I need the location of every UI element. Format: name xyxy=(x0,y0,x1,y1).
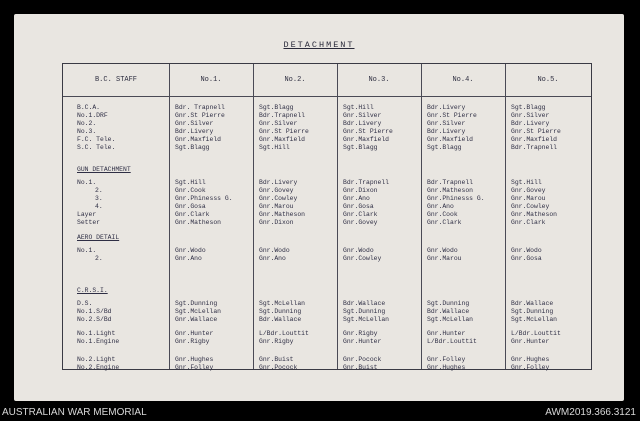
assignment-cell xyxy=(427,247,462,263)
assigned-name: Sgt.McLellan xyxy=(259,300,306,307)
assigned-name: Gnr.Silver xyxy=(511,112,550,119)
assigned-name: Gnr.Silver xyxy=(343,112,382,119)
column-divider xyxy=(169,64,170,369)
assigned-name: Gnr.St Pierre xyxy=(175,112,225,119)
assignment-cell xyxy=(511,356,549,372)
assigned-name: Bdr. Trapnell xyxy=(175,104,225,111)
assignment-cell xyxy=(511,247,542,263)
assigned-name: Gnr.Phinesss G. xyxy=(427,195,485,202)
assigned-name: Bdr.Trapnell xyxy=(511,144,558,151)
assigned-name: Sgt.Dunning xyxy=(511,308,554,315)
assigned-name: Gnr.Hunter xyxy=(427,330,466,337)
header-divider xyxy=(63,96,591,97)
assigned-name: Gnr.Marou xyxy=(511,195,546,202)
assigned-name: Gnr.Hunter xyxy=(343,338,382,345)
role-label: 2. xyxy=(95,187,103,194)
assigned-name: Gnr.Rigby xyxy=(259,338,294,345)
assigned-name: Sgt.McLellan xyxy=(511,316,558,323)
assignment-cell xyxy=(343,356,381,372)
column-divider xyxy=(505,64,506,369)
assigned-name: Gnr.Ano xyxy=(259,255,286,262)
assigned-name: Sgt.Blagg xyxy=(259,104,294,111)
role-label: D.S. xyxy=(77,300,93,307)
assignment-cell xyxy=(343,247,381,263)
assigned-name: Bdr.Livery xyxy=(259,179,298,186)
assignment-cell xyxy=(427,330,477,346)
role-label: No.1. xyxy=(77,179,97,186)
role-label: No.1.Engine xyxy=(77,338,120,345)
assigned-name: Bdr.Wallace xyxy=(343,300,386,307)
role-labels xyxy=(77,356,119,372)
assigned-name: Gnr.Wodo xyxy=(511,247,542,254)
assignment-cell xyxy=(427,179,485,227)
section-heading: AERO DETAIL xyxy=(77,234,120,241)
header-bc-staff: B.C. STAFF xyxy=(94,76,137,84)
column-divider xyxy=(337,64,338,369)
role-label: 2. xyxy=(95,255,103,262)
assigned-name: Bdr.Livery xyxy=(427,104,466,111)
assignment-cell xyxy=(343,104,393,152)
assignment-cell xyxy=(427,356,465,372)
footer-accession-number: AWM2019.366.3121 xyxy=(545,407,636,418)
assigned-name: Gnr.Matheson xyxy=(511,211,558,218)
assignment-cell xyxy=(259,104,309,152)
assigned-name: Sgt.Blagg xyxy=(427,144,462,151)
assigned-name: Gnr.Gosa xyxy=(343,203,374,210)
header-no-2: No.2. xyxy=(284,76,306,84)
assigned-name: Sgt.Dunning xyxy=(427,300,470,307)
document-title: DETACHMENT xyxy=(283,40,355,50)
assigned-name: Gnr.Maxfield xyxy=(343,136,390,143)
role-label: No.3. xyxy=(77,128,97,135)
header-no-5: No.5. xyxy=(537,76,559,84)
assigned-name: Gnr.Wodo xyxy=(175,247,206,254)
assigned-name: Gnr.Hunter xyxy=(511,338,550,345)
assigned-name: Sgt.Dunning xyxy=(259,308,302,315)
assignment-cell xyxy=(511,300,557,324)
assigned-name: Gnr.Wallace xyxy=(175,316,218,323)
assigned-name: Gnr.Silver xyxy=(259,120,298,127)
assigned-name: Gnr.Silver xyxy=(175,120,214,127)
assigned-name: Gnr.Cowley xyxy=(511,203,550,210)
assigned-name: Gnr.Wodo xyxy=(259,247,290,254)
assigned-name: Gnr.Ano xyxy=(427,203,454,210)
assigned-name: Gnr.Govey xyxy=(511,187,546,194)
assigned-name: Gnr.Pocock xyxy=(259,364,298,371)
assigned-name: Gnr.Ano xyxy=(343,195,370,202)
assigned-name: Gnr.Gosa xyxy=(511,255,542,262)
assigned-name: Gnr.Gosa xyxy=(175,203,206,210)
assigned-name: Gnr.Matheson xyxy=(175,219,222,226)
assigned-name: Gnr.Cook xyxy=(427,211,458,218)
assigned-name: Gnr.Hunter xyxy=(175,330,214,337)
assigned-name: Gnr.Folley xyxy=(511,364,550,371)
role-labels xyxy=(77,247,103,263)
assigned-name: Sgt.McLellan xyxy=(427,316,474,323)
assigned-name: Gnr.Maxfield xyxy=(259,136,306,143)
assignment-cell xyxy=(343,330,381,346)
assigned-name: Gnr.Pocock xyxy=(343,356,382,363)
role-labels xyxy=(77,104,115,152)
header-no-1: No.1. xyxy=(200,76,222,84)
assignment-cell xyxy=(343,179,389,227)
assigned-name: Gnr.Silver xyxy=(427,120,466,127)
assigned-name: Gnr.Dixon xyxy=(343,187,378,194)
header-no-3: No.3. xyxy=(368,76,390,84)
assigned-name: Gnr.Rigby xyxy=(343,330,378,337)
assignment-cell xyxy=(511,330,561,346)
assigned-name: Bdr.Wallace xyxy=(259,316,302,323)
header-no-4: No.4. xyxy=(452,76,474,84)
assigned-name: Gnr.Hughes xyxy=(175,356,214,363)
role-label: No.1.Light xyxy=(77,330,116,337)
role-label: 4. xyxy=(95,203,103,210)
assigned-name: Bdr.Trapnell xyxy=(343,179,390,186)
assigned-name: Sgt.Dunning xyxy=(343,308,386,315)
section-heading: GUN DETACHMENT xyxy=(77,166,131,173)
assigned-name: Gnr.Folley xyxy=(427,356,466,363)
assigned-name: Sgt.Dunning xyxy=(175,300,218,307)
role-labels xyxy=(77,330,119,346)
role-label: No.1. xyxy=(77,247,97,254)
assignment-cell xyxy=(175,104,225,152)
assignment-cell xyxy=(259,330,309,346)
role-label: No.2.Engine xyxy=(77,364,120,371)
role-label: Layer xyxy=(77,211,97,218)
assigned-name: Gnr.St Pierre xyxy=(427,112,477,119)
assigned-name: L/Bdr.Louttit xyxy=(259,330,309,337)
assigned-name: Gnr.Cowley xyxy=(259,195,298,202)
column-divider xyxy=(253,64,254,369)
role-label: No.1.S/Bd xyxy=(77,308,112,315)
assigned-name: Sgt.Blagg xyxy=(175,144,210,151)
role-label: 3. xyxy=(95,195,103,202)
assignment-cell xyxy=(343,300,389,324)
assigned-name: Gnr.Clark xyxy=(511,219,546,226)
document-page xyxy=(14,14,624,401)
detachment-table xyxy=(62,63,592,370)
assigned-name: Gnr.Marou xyxy=(259,203,294,210)
assignment-cell xyxy=(511,104,561,152)
assigned-name: L/Bdr.Louttit xyxy=(511,330,561,337)
role-label: S.C. Tele. xyxy=(77,144,116,151)
assigned-name: Sgt.Hill xyxy=(511,179,542,186)
assigned-name: Gnr.Matheson xyxy=(259,211,306,218)
assigned-name: Gnr.St Pierre xyxy=(259,128,309,135)
assigned-name: Gnr.Maxfield xyxy=(427,136,474,143)
assigned-name: Gnr.Clark xyxy=(175,211,210,218)
role-label: F.C. Tele. xyxy=(77,136,116,143)
assigned-name: Sgt.Hill xyxy=(259,144,290,151)
footer-institution: AUSTRALIAN WAR MEMORIAL xyxy=(2,407,147,418)
assigned-name: Gnr.Phinesss G. xyxy=(175,195,233,202)
assigned-name: Gnr.Govey xyxy=(259,187,294,194)
assignment-cell xyxy=(175,330,213,346)
assignment-cell xyxy=(511,179,557,227)
assigned-name: Gnr.Matheson xyxy=(427,187,474,194)
role-label: No.2. xyxy=(77,120,97,127)
assigned-name: Bdr.Livery xyxy=(427,128,466,135)
assigned-name: Sgt.McLellan xyxy=(343,316,390,323)
role-labels xyxy=(77,179,103,227)
column-divider xyxy=(421,64,422,369)
assigned-name: Bdr.Livery xyxy=(511,120,550,127)
assigned-name: Bdr.Trapnell xyxy=(259,112,306,119)
assigned-name: Gnr.Folley xyxy=(175,364,214,371)
assigned-name: Gnr.Govey xyxy=(343,219,378,226)
assigned-name: Sgt.Blagg xyxy=(511,104,546,111)
assigned-name: Gnr.Ano xyxy=(175,255,202,262)
assigned-name: Bdr.Livery xyxy=(343,120,382,127)
assigned-name: Bdr.Livery xyxy=(175,128,214,135)
role-label: Setter xyxy=(77,219,101,226)
assignment-cell xyxy=(259,356,297,372)
assignment-cell xyxy=(259,247,290,263)
assigned-name: Sgt.Blagg xyxy=(343,144,378,151)
assigned-name: Gnr.Dixon xyxy=(259,219,294,226)
assigned-name: Gnr.Clark xyxy=(343,211,378,218)
assigned-name: Gnr.Maxfield xyxy=(511,136,558,143)
role-labels xyxy=(77,300,112,324)
role-label: No.1.DRF xyxy=(77,112,108,119)
assigned-name: L/Bdr.Louttit xyxy=(427,338,477,345)
assigned-name: Gnr.Cook xyxy=(175,187,206,194)
assignment-cell xyxy=(175,179,233,227)
assigned-name: Gnr.Wodo xyxy=(343,247,374,254)
assigned-name: Gnr.Rigby xyxy=(175,338,210,345)
assigned-name: Bdr.Trapnell xyxy=(427,179,474,186)
section-heading: C.R.S.I. xyxy=(77,287,108,294)
assigned-name: Gnr.Hughes xyxy=(511,356,550,363)
assignment-cell xyxy=(175,300,221,324)
assigned-name: Sgt.Hill xyxy=(175,179,206,186)
assigned-name: Gnr.Buist xyxy=(343,364,378,371)
assigned-name: Gnr.St Pierre xyxy=(343,128,393,135)
assignment-cell xyxy=(259,179,305,227)
assignment-cell xyxy=(427,300,473,324)
assigned-name: Sgt.McLellan xyxy=(175,308,222,315)
assigned-name: Sgt.Hill xyxy=(343,104,374,111)
assigned-name: Gnr.Clark xyxy=(427,219,462,226)
assigned-name: Gnr.Buist xyxy=(259,356,294,363)
role-label: B.C.A. xyxy=(77,104,101,111)
role-label: No.2.S/Bd xyxy=(77,316,112,323)
assigned-name: Gnr.Hughes xyxy=(427,364,466,371)
assignment-cell xyxy=(175,247,206,263)
assigned-name: Gnr.Cowley xyxy=(343,255,382,262)
assigned-name: Gnr.St Pierre xyxy=(511,128,561,135)
assigned-name: Bdr.Wallace xyxy=(427,308,470,315)
assignment-cell xyxy=(427,104,477,152)
role-label: No.2.Light xyxy=(77,356,116,363)
assigned-name: Gnr.Maxfield xyxy=(175,136,222,143)
assignment-cell xyxy=(259,300,305,324)
assigned-name: Bdr.Wallace xyxy=(511,300,554,307)
assigned-name: Gnr.Marou xyxy=(427,255,462,262)
assigned-name: Gnr.Wodo xyxy=(427,247,458,254)
assignment-cell xyxy=(175,356,213,372)
